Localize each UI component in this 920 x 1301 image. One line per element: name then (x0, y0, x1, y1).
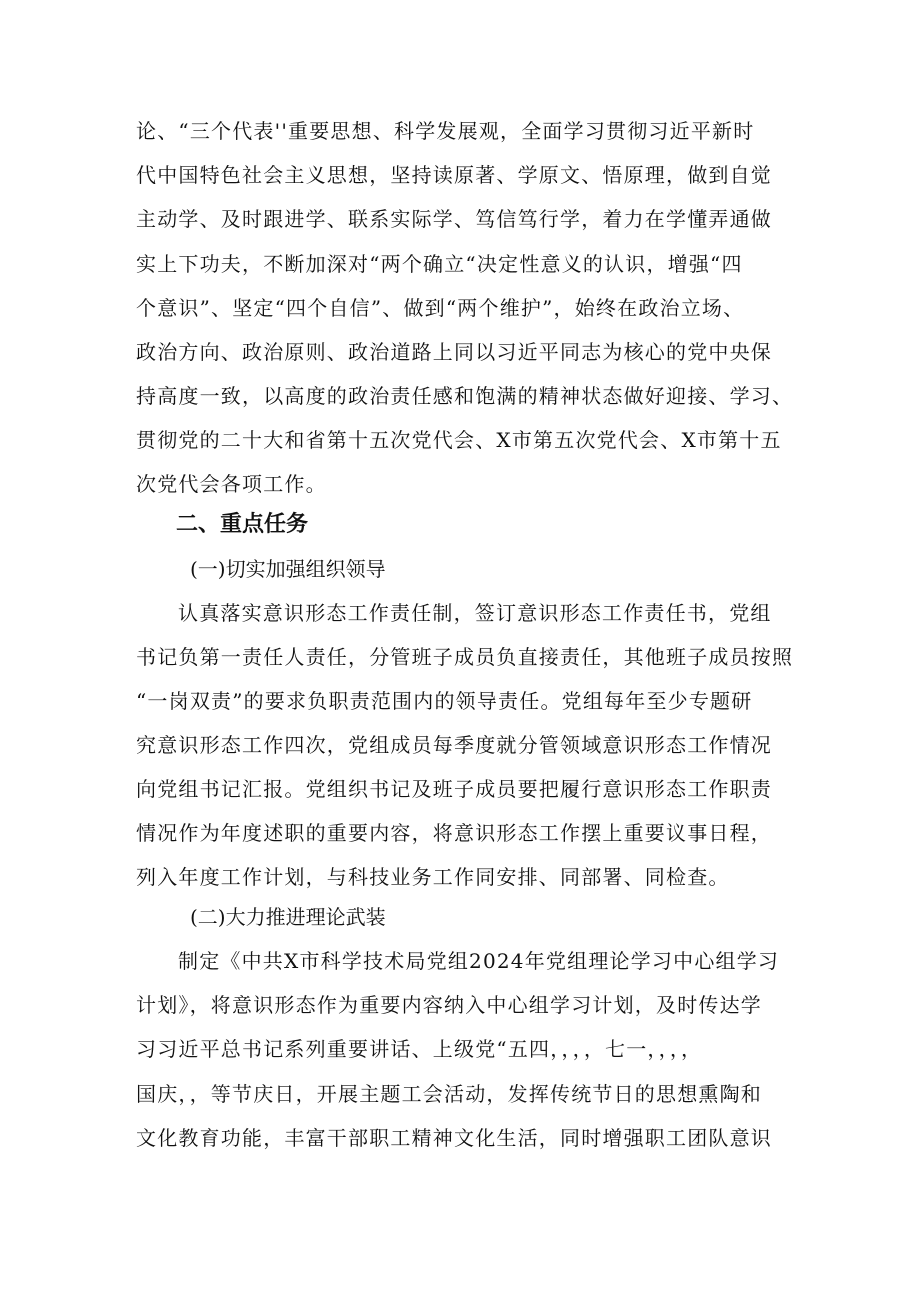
text-line: 计划》，将意识形态作为重要内容纳入中心组学习计划，及时传达学 (136, 993, 762, 1017)
section-heading: 二、重点任务 (176, 512, 309, 537)
text-line: 情况作为年度述职的重要内容，将意识形态工作摆上重要议事日程， (136, 821, 772, 845)
text-line: 制定《中共X市科学技术局党组2024年党组理论学习中心组学习 (178, 949, 780, 973)
text-line: 习习近平总书记系列重要讲话、上级党“五四，，，，七一，，，， (136, 1037, 703, 1061)
subsection-title: (一)切实加强组织领导 (190, 557, 386, 581)
text-line: 个意识”、坚定“四个自信”、做到“两个维护”，始终在政治立场、 (136, 296, 745, 320)
text-line: 政治方向、政治原则、政治道路上同以习近平同志为核心的党中央保 (136, 340, 772, 364)
text-line: 认真落实意识形态工作责任制，签订意识形态工作责任书，党组 (178, 601, 772, 625)
text-line: “一岗双责”的要求负职责范围内的领导责任。党组每年至少专题研 (136, 689, 753, 713)
text-line: 向党组书记汇报。党组织书记及班子成员要把履行意识形态工作职责 (136, 777, 772, 801)
text-line: 论、“三个代表''重要思想、科学发展观，全面学习贯彻习近平新时 (136, 119, 755, 143)
text-line: 究意识形态工作四次，党组成员每季度就分管领域意识形态工作情况 (136, 733, 772, 757)
text-line: 次党代会各项工作。 (136, 472, 327, 496)
text-line: 代中国特色社会主义思想，坚持读原著、学原文、悟原理，做到自觉 (136, 163, 772, 187)
text-line: 持高度一致，以高度的政治责任感和饱满的精神状态做好迎接、学习、 (136, 384, 794, 408)
text-line: 国庆，，等节庆日，开展主题工会活动，发挥传统节日的思想熏陶和 (136, 1082, 762, 1106)
text-line: 文化教育功能，丰富干部职工精神文化生活，同时增强职工团队意识 (136, 1126, 772, 1150)
subsection-title: (二)大力推进理论武装 (190, 905, 386, 929)
text-line: 书记负第一责任人责任，分管班子成员负直接责任，其他班子成员按照 (136, 645, 794, 669)
text-line: 列入年度工作计划，与科技业务工作同安排、同部署、同检查。 (136, 865, 730, 889)
text-line: 主动学、及时跟进学、联系实际学、笃信笃行学，着力在学懂弄通做 (136, 207, 772, 231)
text-line: 实上下功夫，不断加深对“两个确立“决定性意义的认识，增强“四 (136, 252, 743, 276)
text-line: 贯彻党的二十大和省第十五次党代会、X市第五次党代会、X市第十五 (136, 428, 782, 452)
